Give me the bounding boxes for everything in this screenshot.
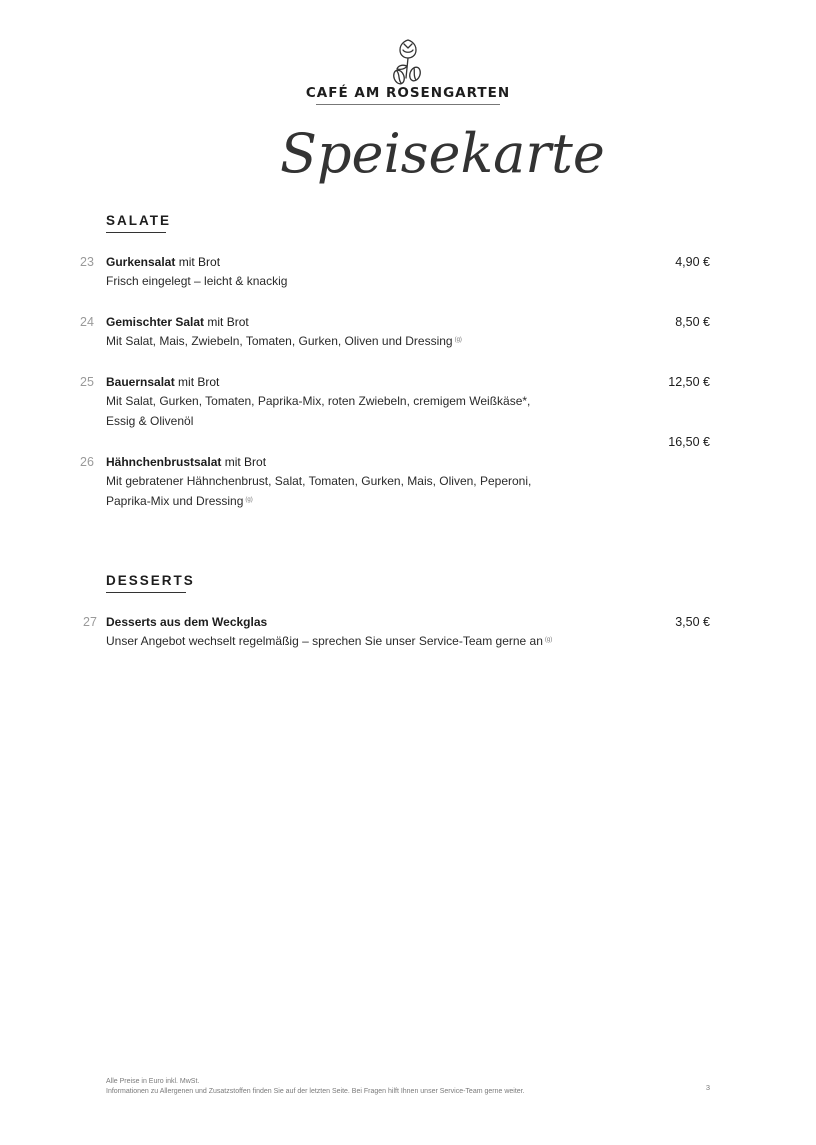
item-description bbox=[106, 631, 586, 651]
item-name-line bbox=[106, 454, 266, 470]
cafe-brand-name: CAFÉ AM ROSENGARTEN bbox=[305, 85, 511, 101]
desc-line: Mit Salat, Gurken, Tomaten, Paprika-Mix, roten Zwiebeln, cremigem Weißkäse*, bbox=[106, 394, 531, 408]
item-name: Hähnchenbrustsalat bbox=[106, 455, 222, 469]
desc-line: Mit gebratener Hähnchenbrust, Salat, Tomaten, Gurken, Mais, Oliven, Peperoni, bbox=[106, 474, 532, 488]
desc-line: Unser Angebot wechselt regelmäßig – sprechen Sie unser Service-Team gerne an bbox=[106, 634, 543, 648]
item-suffix: mit Brot bbox=[207, 315, 249, 329]
allergen-note: (g) bbox=[245, 497, 253, 503]
item-number: 23 bbox=[80, 255, 94, 269]
section-underline bbox=[106, 232, 166, 233]
item-suffix: mit Brot bbox=[178, 255, 221, 269]
item-description bbox=[106, 271, 546, 291]
item-price: 8,50 € bbox=[675, 315, 710, 329]
item-suffix: mit Brot bbox=[178, 375, 220, 389]
item-name-line bbox=[106, 614, 267, 630]
item-price: 16,50 € bbox=[668, 435, 710, 449]
item-number: 27 bbox=[83, 615, 97, 629]
item-description bbox=[106, 391, 546, 431]
footer-line: Informationen zu Allergenen und Zusatzstoffen finden Sie auf der letzten Seite. Bei Fragen hilft Ihnen unser Service-Team gerne weiter. bbox=[106, 1088, 525, 1095]
item-name: Gemischter Salat bbox=[106, 315, 205, 329]
page-number: 3 bbox=[705, 1083, 710, 1092]
item-name: Bauernsalat bbox=[106, 375, 175, 389]
rose-coffee-logo-icon bbox=[384, 38, 432, 86]
item-name-line bbox=[106, 374, 219, 390]
item-suffix: mit Brot bbox=[224, 455, 267, 469]
footer-line: Alle Preise in Euro inkl. MwSt. bbox=[106, 1078, 200, 1085]
allergen-note: (g) bbox=[544, 637, 553, 643]
item-description bbox=[106, 331, 546, 351]
item-number: 26 bbox=[80, 455, 94, 469]
speisekarte-script-title bbox=[270, 110, 605, 190]
item-price: 4,90 € bbox=[675, 255, 710, 269]
section-title-salate: SALATE bbox=[106, 213, 171, 228]
desc-line: Mit Salat, Mais, Zwiebeln, Tomaten, Gurken, Oliven und Dressing bbox=[106, 334, 453, 348]
item-price: 3,50 € bbox=[675, 615, 710, 629]
item-number: 25 bbox=[80, 375, 94, 389]
menu-header bbox=[0, 38, 816, 188]
allergen-note: (g) bbox=[454, 337, 462, 343]
item-description bbox=[106, 471, 546, 511]
item-price: 12,50 € bbox=[668, 375, 710, 389]
item-number: 24 bbox=[80, 315, 94, 329]
item-name: Desserts aus dem Weckglas bbox=[106, 615, 268, 629]
section-title-desserts: DESSERTS bbox=[106, 573, 195, 588]
brand-divider bbox=[316, 104, 500, 105]
desc-line: Frisch eingelegt – leicht & knackig bbox=[106, 274, 288, 288]
section-underline bbox=[106, 592, 186, 593]
svg-text:Speisekarte: Speisekarte bbox=[280, 122, 605, 185]
footer-notes bbox=[106, 1077, 525, 1097]
item-name-line bbox=[106, 314, 249, 330]
desc-line: Essig & Olivenöl bbox=[106, 414, 194, 428]
desc-line: Paprika-Mix und Dressing bbox=[106, 494, 244, 508]
item-name-line bbox=[106, 254, 220, 270]
item-name: Gurkensalat bbox=[106, 255, 176, 269]
